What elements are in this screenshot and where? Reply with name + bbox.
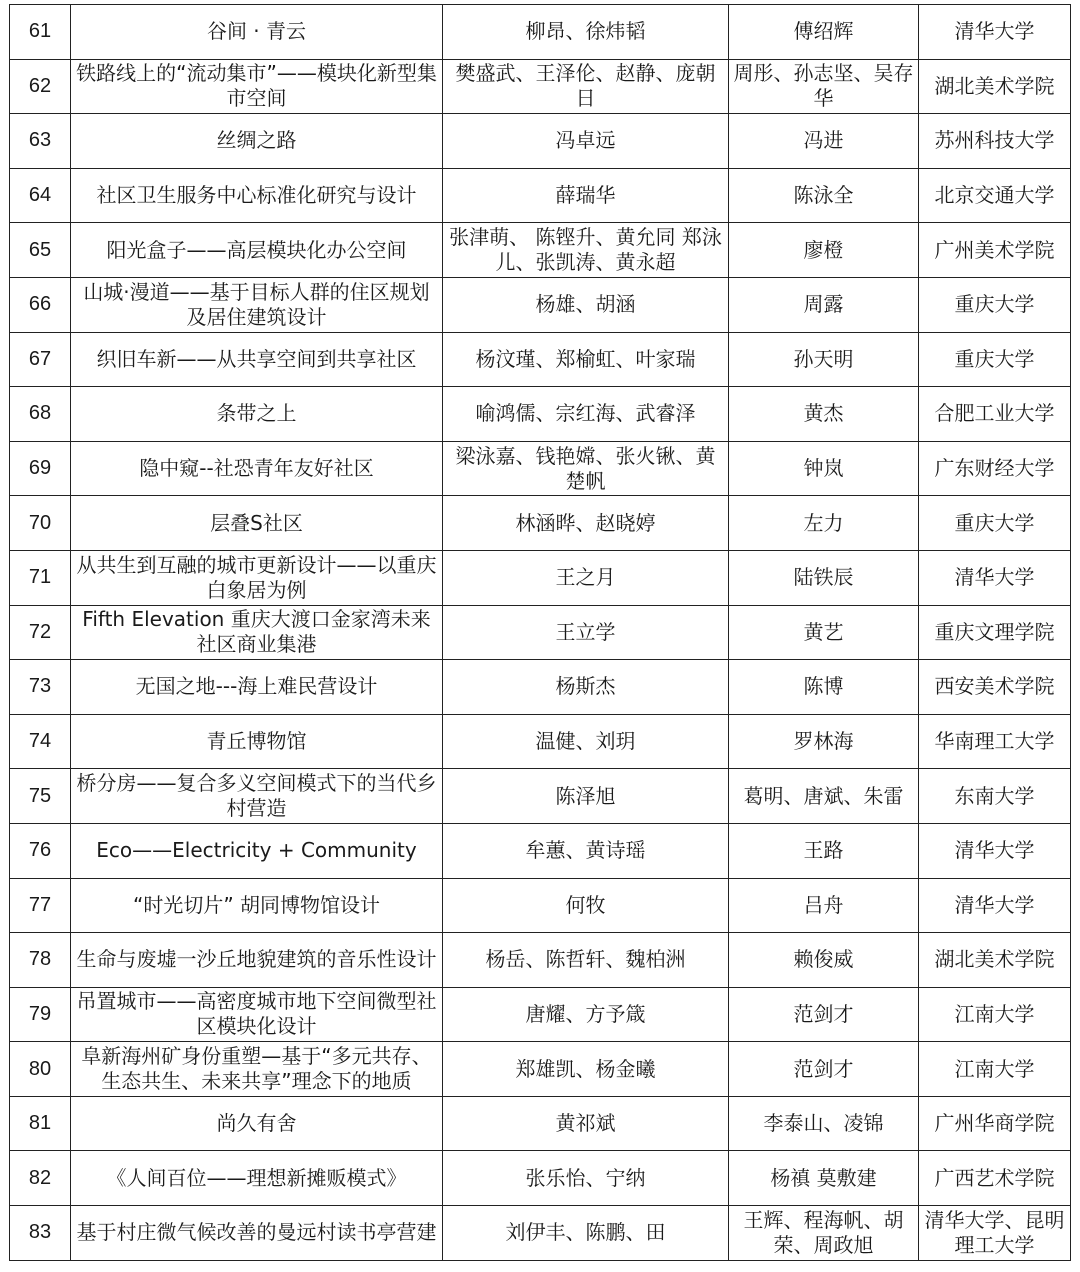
school: 广西艺术学院 xyxy=(934,1165,1055,1190)
project-title-cell xyxy=(71,1042,443,1097)
table-row xyxy=(10,223,1071,278)
project-title-cell xyxy=(71,1151,443,1206)
table-row xyxy=(10,387,1071,442)
entry-number-cell xyxy=(10,5,71,60)
table-row xyxy=(10,714,1071,769)
school: 重庆大学 xyxy=(954,292,1035,317)
entry-number-cell xyxy=(10,277,71,332)
authors-cell xyxy=(443,59,729,114)
entry-number: 68 xyxy=(28,402,52,425)
school-cell xyxy=(919,441,1071,496)
authors: 杨斯杰 xyxy=(555,674,616,699)
school-cell xyxy=(919,332,1071,387)
advisor-cell xyxy=(729,878,919,933)
school-cell xyxy=(919,605,1071,660)
project-title: 《人间百位——理想新摊贩模式》 xyxy=(106,1165,407,1190)
entry-number: 64 xyxy=(28,184,52,207)
project-title-cell xyxy=(71,496,443,551)
school-cell xyxy=(919,496,1071,551)
project-title: 阜新海州矿身份重塑—基于“多元共存、生态共生、未来共享”理念下的地质 xyxy=(81,1044,432,1094)
advisor-cell xyxy=(729,933,919,988)
project-title: 丝绸之路 xyxy=(216,128,297,153)
advisor: 王辉、程海帆、胡荣、周政旭 xyxy=(743,1207,904,1257)
school: 广东财经大学 xyxy=(934,456,1055,481)
advisor-cell xyxy=(729,496,919,551)
authors-cell xyxy=(443,769,729,824)
entry-number: 70 xyxy=(28,511,52,534)
entry-number-cell xyxy=(10,387,71,442)
school: 重庆文理学院 xyxy=(934,619,1055,644)
entry-number: 77 xyxy=(28,893,52,916)
authors: 王之月 xyxy=(555,565,616,590)
advisor-cell xyxy=(729,59,919,114)
advisor: 傅绍辉 xyxy=(793,19,854,44)
authors-cell xyxy=(443,605,729,660)
school-cell xyxy=(919,277,1071,332)
project-title: 织旧车新——从共享空间到共享社区 xyxy=(96,346,417,371)
authors-cell xyxy=(443,387,729,442)
authors: 郑雄凯、杨金曦 xyxy=(515,1056,656,1081)
table-row xyxy=(10,769,1071,824)
project-title: 层叠S社区 xyxy=(210,510,303,535)
authors-cell xyxy=(443,714,729,769)
project-title: 无国之地---海上难民营设计 xyxy=(135,674,378,699)
authors: 梁泳嘉、钱艳嫦、张火锹、黄楚帆 xyxy=(455,443,716,493)
table-row xyxy=(10,1042,1071,1097)
project-title: 吊置城市——高密度城市地下空间微型社区模块化设计 xyxy=(76,989,437,1039)
advisor: 黄杰 xyxy=(803,401,844,426)
authors: 张乐怡、宁纳 xyxy=(525,1165,646,1190)
entry-number-cell xyxy=(10,987,71,1042)
project-title-cell xyxy=(71,441,443,496)
advisor: 冯进 xyxy=(803,128,844,153)
advisor: 周彤、孙志坚、吴存华 xyxy=(733,61,914,111)
school: 西安美术学院 xyxy=(934,674,1055,699)
advisor-cell xyxy=(729,223,919,278)
school: 清华大学 xyxy=(954,565,1035,590)
authors: 柳昂、徐炜韬 xyxy=(525,19,646,44)
school-cell xyxy=(919,1206,1071,1261)
advisor-cell xyxy=(729,1096,919,1151)
project-title: 谷间 · 青云 xyxy=(206,19,307,44)
project-title: 阳光盒子——高层模块化办公空间 xyxy=(106,237,407,262)
school-cell xyxy=(919,933,1071,988)
entry-number-cell xyxy=(10,878,71,933)
project-title: Eco——Electricity + Community xyxy=(96,838,417,863)
entry-number: 76 xyxy=(28,839,52,862)
project-title-cell xyxy=(71,5,443,60)
entry-number: 73 xyxy=(28,675,52,698)
authors-cell xyxy=(443,277,729,332)
entry-number: 79 xyxy=(28,1002,52,1025)
authors-cell xyxy=(443,987,729,1042)
advisor-cell xyxy=(729,823,919,878)
entry-number: 62 xyxy=(28,74,52,97)
school: 广州美术学院 xyxy=(934,237,1055,262)
school-cell xyxy=(919,59,1071,114)
table-row xyxy=(10,1206,1071,1261)
school: 东南大学 xyxy=(954,783,1035,808)
advisor-cell xyxy=(729,1206,919,1261)
project-title-cell xyxy=(71,168,443,223)
project-title: 隐中窥--社恐青年友好社区 xyxy=(139,456,374,481)
advisor-cell xyxy=(729,550,919,605)
project-title-cell xyxy=(71,769,443,824)
project-title: “时光切片” 胡同博物馆设计 xyxy=(132,892,381,917)
authors: 杨汶瑾、郑榆虹、叶家瑞 xyxy=(475,346,696,371)
project-title: 基于村庄微气候改善的曼远村读书亭营建 xyxy=(76,1220,437,1245)
advisor: 廖橙 xyxy=(803,237,844,262)
authors-cell xyxy=(443,5,729,60)
project-title-cell xyxy=(71,823,443,878)
entry-number: 82 xyxy=(28,1166,52,1189)
entry-number: 69 xyxy=(28,457,52,480)
school: 苏州科技大学 xyxy=(934,128,1055,153)
authors: 温健、刘玥 xyxy=(535,729,636,754)
school: 重庆大学 xyxy=(954,510,1035,535)
school: 江南大学 xyxy=(954,1056,1035,1081)
project-title-cell xyxy=(71,660,443,715)
advisor: 周露 xyxy=(803,292,844,317)
authors-cell xyxy=(443,660,729,715)
school-cell xyxy=(919,1096,1071,1151)
entry-number-cell xyxy=(10,496,71,551)
project-title: Fifth Elevation 重庆大渡口金家湾未来社区商业集港 xyxy=(82,607,431,657)
school: 华南理工大学 xyxy=(934,729,1055,754)
project-title: 尚久有舍 xyxy=(216,1111,297,1136)
advisor-cell xyxy=(729,168,919,223)
school-cell xyxy=(919,223,1071,278)
entry-number: 74 xyxy=(28,730,52,753)
advisor: 李泰山、凌锦 xyxy=(763,1111,884,1136)
authors: 薛瑞华 xyxy=(555,183,616,208)
advisor-cell xyxy=(729,1151,919,1206)
project-title: 社区卫生服务中心标准化研究与设计 xyxy=(96,183,417,208)
advisor: 王路 xyxy=(803,838,844,863)
table-row xyxy=(10,59,1071,114)
table-row xyxy=(10,933,1071,988)
table-row xyxy=(10,441,1071,496)
project-title-cell xyxy=(71,878,443,933)
authors-cell xyxy=(443,933,729,988)
authors-cell xyxy=(443,441,729,496)
authors: 张津萌、 陈铿升、黄允同 郑泳儿、张凯涛、黄永超 xyxy=(449,225,722,275)
school: 湖北美术学院 xyxy=(934,73,1055,98)
school: 清华大学、昆明理工大学 xyxy=(924,1207,1065,1257)
project-title-cell xyxy=(71,987,443,1042)
school: 江南大学 xyxy=(954,1001,1035,1026)
table-row xyxy=(10,605,1071,660)
authors-cell xyxy=(443,223,729,278)
advisor: 赖俊威 xyxy=(793,947,854,972)
entry-number: 78 xyxy=(28,948,52,971)
authors: 林涵晔、赵晓婷 xyxy=(515,510,656,535)
table-row xyxy=(10,823,1071,878)
authors-cell xyxy=(443,496,729,551)
project-title: 条带之上 xyxy=(216,401,297,426)
project-title-cell xyxy=(71,114,443,169)
entry-number-cell xyxy=(10,332,71,387)
table-row xyxy=(10,277,1071,332)
authors-cell xyxy=(443,1206,729,1261)
entry-number-cell xyxy=(10,714,71,769)
project-title-cell xyxy=(71,277,443,332)
advisor-cell xyxy=(729,660,919,715)
table-row xyxy=(10,660,1071,715)
authors-cell xyxy=(443,550,729,605)
entry-number-cell xyxy=(10,223,71,278)
advisor-cell xyxy=(729,114,919,169)
advisor: 陈泳全 xyxy=(793,183,854,208)
entry-number-cell xyxy=(10,114,71,169)
project-title-cell xyxy=(71,933,443,988)
award-table-body xyxy=(10,5,1071,1261)
entry-number: 67 xyxy=(28,347,52,370)
authors: 王立学 xyxy=(555,619,616,644)
authors-cell xyxy=(443,1151,729,1206)
project-title: 桥分房——复合多义空间模式下的当代乡村营造 xyxy=(76,771,437,821)
advisor: 陈博 xyxy=(803,674,844,699)
project-title-cell xyxy=(71,550,443,605)
advisor: 左力 xyxy=(803,510,844,535)
advisor-cell xyxy=(729,332,919,387)
school: 湖北美术学院 xyxy=(934,947,1055,972)
table-row xyxy=(10,168,1071,223)
school-cell xyxy=(919,550,1071,605)
authors: 樊盛武、王泽伦、赵静、庞朝日 xyxy=(455,61,716,111)
school-cell xyxy=(919,823,1071,878)
entry-number: 65 xyxy=(28,238,52,261)
authors-cell xyxy=(443,114,729,169)
entry-number: 63 xyxy=(28,129,52,152)
school: 清华大学 xyxy=(954,838,1035,863)
project-title-cell xyxy=(71,1096,443,1151)
entry-number: 71 xyxy=(28,566,52,589)
advisor-cell xyxy=(729,714,919,769)
authors-cell xyxy=(443,332,729,387)
authors: 牟蕙、黄诗瑶 xyxy=(525,838,646,863)
award-table xyxy=(9,4,1071,1261)
school-cell xyxy=(919,878,1071,933)
advisor: 范剑才 xyxy=(793,1056,854,1081)
authors-cell xyxy=(443,878,729,933)
entry-number-cell xyxy=(10,660,71,715)
entry-number-cell xyxy=(10,933,71,988)
advisor-cell xyxy=(729,441,919,496)
advisor: 陆铁辰 xyxy=(793,565,854,590)
advisor-cell xyxy=(729,5,919,60)
project-title-cell xyxy=(71,223,443,278)
entry-number-cell xyxy=(10,1206,71,1261)
project-title-cell xyxy=(71,332,443,387)
authors-cell xyxy=(443,168,729,223)
authors: 黄祁斌 xyxy=(555,1111,616,1136)
table-row xyxy=(10,5,1071,60)
school: 清华大学 xyxy=(954,892,1035,917)
advisor: 杨禛 莫敷建 xyxy=(770,1165,877,1190)
table-row xyxy=(10,114,1071,169)
advisor-cell xyxy=(729,387,919,442)
entry-number-cell xyxy=(10,769,71,824)
advisor: 范剑才 xyxy=(793,1001,854,1026)
advisor-cell xyxy=(729,769,919,824)
table-row xyxy=(10,987,1071,1042)
authors: 刘伊丰、陈鹏、田 xyxy=(505,1220,666,1245)
school-cell xyxy=(919,769,1071,824)
advisor-cell xyxy=(729,1042,919,1097)
authors: 陈泽旭 xyxy=(555,783,616,808)
authors-cell xyxy=(443,1042,729,1097)
entry-number-cell xyxy=(10,1096,71,1151)
advisor: 黄艺 xyxy=(803,619,844,644)
authors-cell xyxy=(443,823,729,878)
entry-number-cell xyxy=(10,59,71,114)
advisor: 罗林海 xyxy=(793,729,854,754)
authors: 何牧 xyxy=(565,892,606,917)
school-cell xyxy=(919,387,1071,442)
entry-number: 72 xyxy=(28,620,52,643)
project-title: 青丘博物馆 xyxy=(206,729,307,754)
advisor: 钟岚 xyxy=(803,456,844,481)
entry-number-cell xyxy=(10,168,71,223)
authors-cell xyxy=(443,1096,729,1151)
school-cell xyxy=(919,114,1071,169)
table-row xyxy=(10,1151,1071,1206)
table-row xyxy=(10,332,1071,387)
authors: 冯卓远 xyxy=(555,128,616,153)
school-cell xyxy=(919,987,1071,1042)
school: 北京交通大学 xyxy=(934,183,1055,208)
authors: 杨岳、陈哲轩、魏柏洲 xyxy=(485,947,686,972)
entry-number-cell xyxy=(10,1151,71,1206)
school-cell xyxy=(919,168,1071,223)
authors: 唐耀、方予箴 xyxy=(525,1001,646,1026)
project-title-cell xyxy=(71,59,443,114)
table-row xyxy=(10,496,1071,551)
project-title: 生命与废墟一沙丘地貌建筑的音乐性设计 xyxy=(76,947,437,972)
advisor-cell xyxy=(729,987,919,1042)
advisor: 孙天明 xyxy=(793,346,854,371)
entry-number-cell xyxy=(10,1042,71,1097)
entry-number-cell xyxy=(10,441,71,496)
project-title-cell xyxy=(71,714,443,769)
entry-number: 66 xyxy=(28,293,52,316)
school: 合肥工业大学 xyxy=(934,401,1055,426)
project-title: 铁路线上的“流动集市”——模块化新型集市空间 xyxy=(76,61,437,111)
entry-number: 80 xyxy=(28,1057,52,1080)
project-title: 山城·漫道——基于目标人群的住区规划及居住建筑设计 xyxy=(83,279,430,329)
project-title-cell xyxy=(71,605,443,660)
entry-number: 83 xyxy=(28,1221,52,1244)
school: 清华大学 xyxy=(954,19,1035,44)
table-row xyxy=(10,1096,1071,1151)
table-row xyxy=(10,878,1071,933)
entry-number: 61 xyxy=(28,20,52,43)
table-row xyxy=(10,550,1071,605)
school-cell xyxy=(919,5,1071,60)
authors: 杨雄、胡涵 xyxy=(535,292,636,317)
advisor-cell xyxy=(729,277,919,332)
entry-number-cell xyxy=(10,605,71,660)
school: 重庆大学 xyxy=(954,346,1035,371)
advisor-cell xyxy=(729,605,919,660)
school-cell xyxy=(919,660,1071,715)
entry-number-cell xyxy=(10,550,71,605)
project-title: 从共生到互融的城市更新设计——以重庆白象居为例 xyxy=(76,552,437,602)
school-cell xyxy=(919,714,1071,769)
advisor: 吕舟 xyxy=(803,892,844,917)
school-cell xyxy=(919,1042,1071,1097)
school: 广州华商学院 xyxy=(934,1111,1055,1136)
school-cell xyxy=(919,1151,1071,1206)
authors: 喻鸿儒、宗红海、武睿泽 xyxy=(475,401,696,426)
entry-number-cell xyxy=(10,823,71,878)
entry-number: 81 xyxy=(28,1112,52,1135)
advisor: 葛明、唐斌、朱雷 xyxy=(743,783,904,808)
entry-number: 75 xyxy=(28,784,52,807)
project-title-cell xyxy=(71,1206,443,1261)
project-title-cell xyxy=(71,387,443,442)
